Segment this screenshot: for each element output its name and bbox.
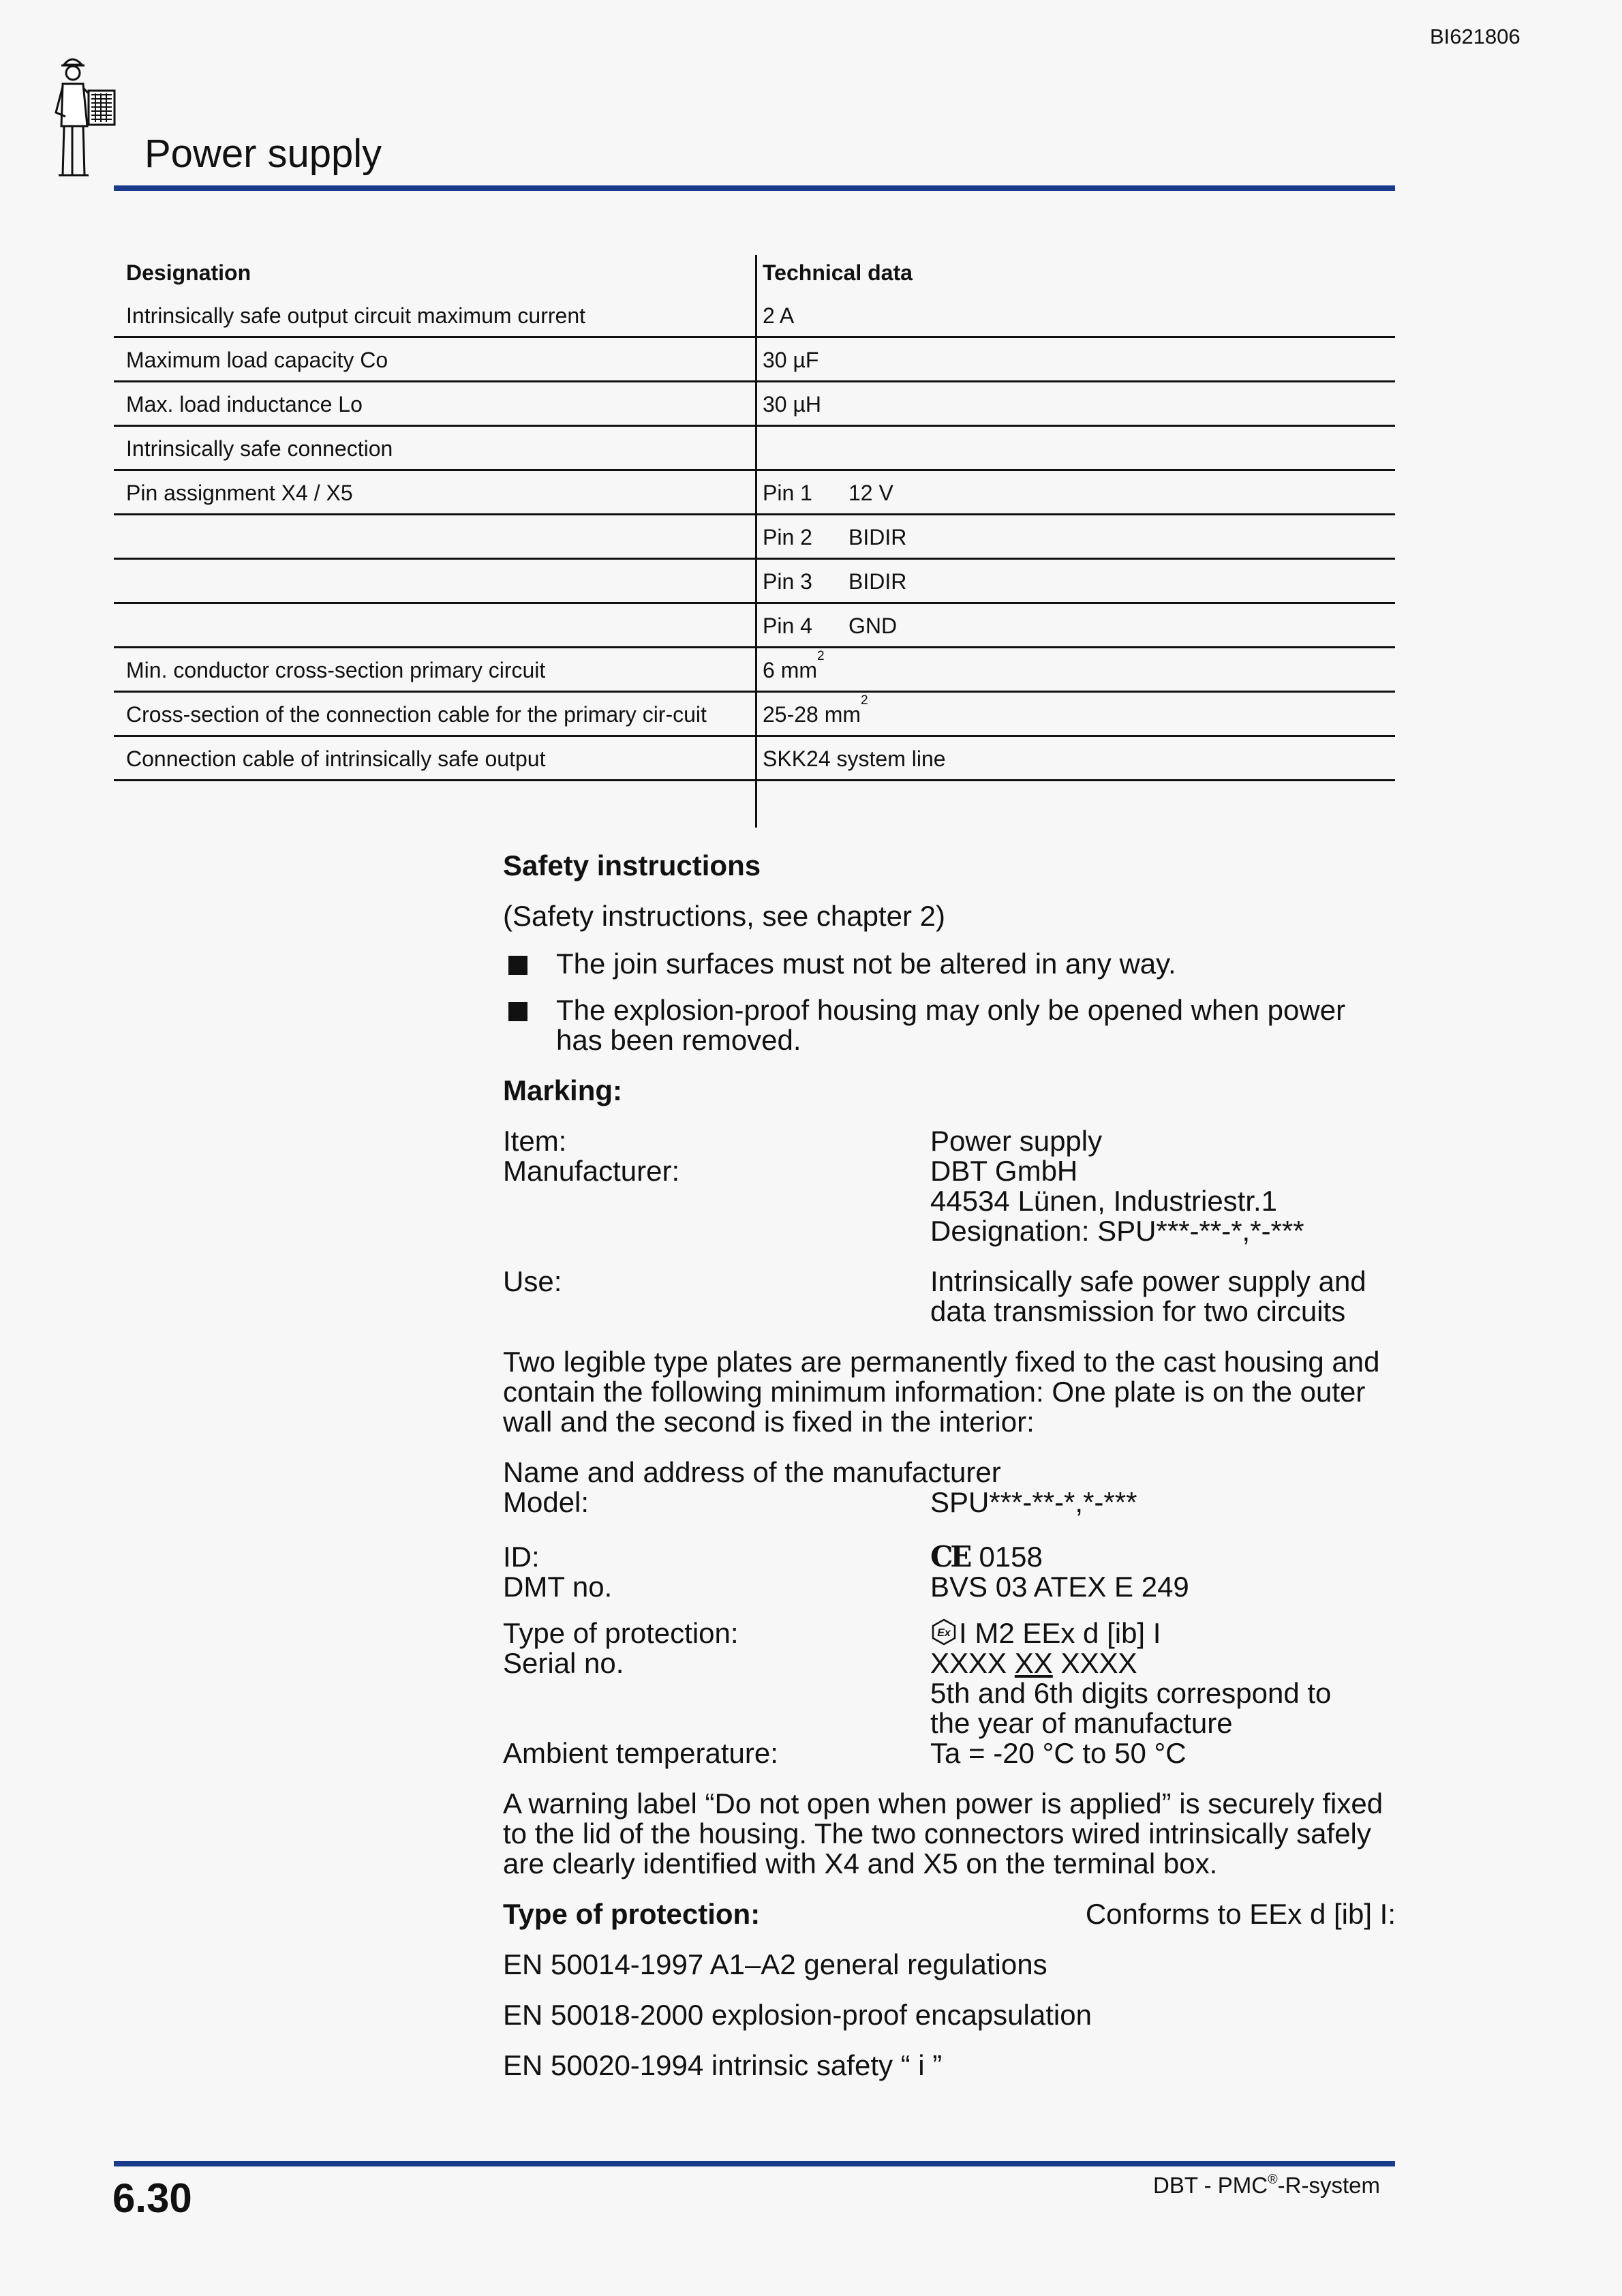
row-data: 25-28 mm $^2$ [763,693,868,727]
row-designation: Connection cable of intrinsically safe output [126,746,546,771]
standard-item: EN 50014-1997 A1–A2 general regulations [503,1948,1047,1980]
table-row [114,382,1395,427]
bullet-square-icon [508,956,527,975]
row-designation: Cross-section of the connection cable for the primary cir-cuit [126,702,707,727]
header-technical-data: Technical data [763,260,913,285]
header-rule [114,185,1395,191]
type-of-protection-line [503,1899,1396,1929]
row-data [752,427,1395,469]
table-row [114,338,1395,382]
row-data: 6 mm $^2$ [763,649,825,682]
table-row [114,737,1395,781]
marking-protection: Type of protection: Ex I M2 EEx d [ib] I [503,1617,1161,1649]
marking-ambient: Ambient temperature: Ta = -20 °C to 50 °C [503,1737,1187,1769]
marking-use: Use: Intrinsically safe power supply and data transmission for two circuits [503,1265,1366,1327]
conforms-text: Conforms to EEx d [ib] I: [1085,1898,1396,1930]
table-row-pin-3 [114,560,1395,604]
document-id: BI621806 [1430,25,1520,48]
row-data: 2 A [763,303,795,328]
standard-item: EN 50020-1994 intrinsic safety “ i ” [503,2049,943,2081]
type-of-protection-heading: Type of protection: [503,1898,761,1930]
safety-note: (Safety instructions, see chapter 2) [503,900,945,932]
svg-text:Ex: Ex [937,1627,951,1639]
technical-data-table [114,254,1395,781]
row-designation: Intrinsically safe connection [126,436,393,461]
main-content [503,851,1396,2081]
marking-dmt: DMT no. BVS 03 ATEX E 249 [503,1571,1189,1603]
footer-rule [114,2161,1395,2166]
page-title: Power supply [144,132,382,176]
ex-hexagon-icon [930,1618,958,1646]
list-item: The join surfaces must not be altered in any way. [503,949,1396,979]
table-row [114,693,1395,737]
pin-value: GND [848,614,898,638]
type-plates-text: Two legible type plates are permanently fixed to the cast housing and contain the following minimum information: One plate is on the outer wall and the second is fixed in the interior: [503,1346,1380,1438]
header-designation: Designation [126,260,251,285]
bullet-square-icon [508,1002,527,1021]
marking-id: ID: CE 0158 [503,1540,1043,1573]
row-designation: Intrinsically safe output circuit maximum current [126,303,585,328]
marking-item: Item: Power supply [503,1125,1103,1157]
pin-value: BIDIR [848,569,907,594]
pin-number: Pin 4 [763,614,812,638]
worker-with-clipboard-icon [52,51,134,181]
table-header-row [114,254,1395,294]
footer-system-name: DBT - PMC®-R-system [1153,2172,1380,2198]
pin-assignment-label: Pin assignment X4 / X5 [126,481,353,505]
row-designation: Max. load inductance Lo [126,392,363,417]
pin-value: BIDIR [848,525,907,549]
marking-serial: Serial no. XXXX XX XXXX 5th and 6th digits correspond to the year of manufacture [503,1647,1332,1739]
list-item: The explosion-proof housing may only be opened when power has been removed. [503,995,1396,1055]
table-row-pin-2 [114,515,1395,560]
pin-number: Pin 3 [763,569,812,594]
row-data: 30 µF [763,348,819,372]
pin-value: 12 V [848,481,893,505]
standard-item: EN 50018-2000 explosion-proof encapsulation [503,1999,1092,2031]
row-data: SKK24 system line [763,746,946,771]
table-row-pin-1 [114,471,1395,515]
row-designation: Maximum load capacity Co [126,348,388,372]
marking-manufacturer: Manufacturer: DBT GmbH 44534 Lünen, Industriestr.1 Designation: SPU***-**-*,*-*** [503,1155,1304,1247]
ce-mark-icon: CE [930,1540,970,1573]
marking-model: Model: SPU***-**-*,*-*** [503,1486,1137,1518]
row-data: 30 µH [763,392,822,417]
row-designation: Min. conductor cross-section primary circuit [126,658,546,682]
name-address-line: Name and address of the manufacturer [503,1456,1001,1488]
table-row [114,427,1395,471]
pin-number: Pin 1 [763,481,812,505]
table-row-pin-4 [114,604,1395,648]
pin-number: Pin 2 [763,525,812,549]
marking-heading: Marking: [503,1074,623,1106]
table-row [114,294,1395,338]
warning-label-text: A warning label “Do not open when power is applied” is securely fixed to the lid of the housing. The two connectors wired intrinsically safely are clearly identified with X4 and X5 on the terminal box. [503,1787,1383,1879]
safety-heading: Safety instructions [503,849,761,881]
page-number: 6.30 [112,2175,192,2221]
table-row [114,648,1395,693]
